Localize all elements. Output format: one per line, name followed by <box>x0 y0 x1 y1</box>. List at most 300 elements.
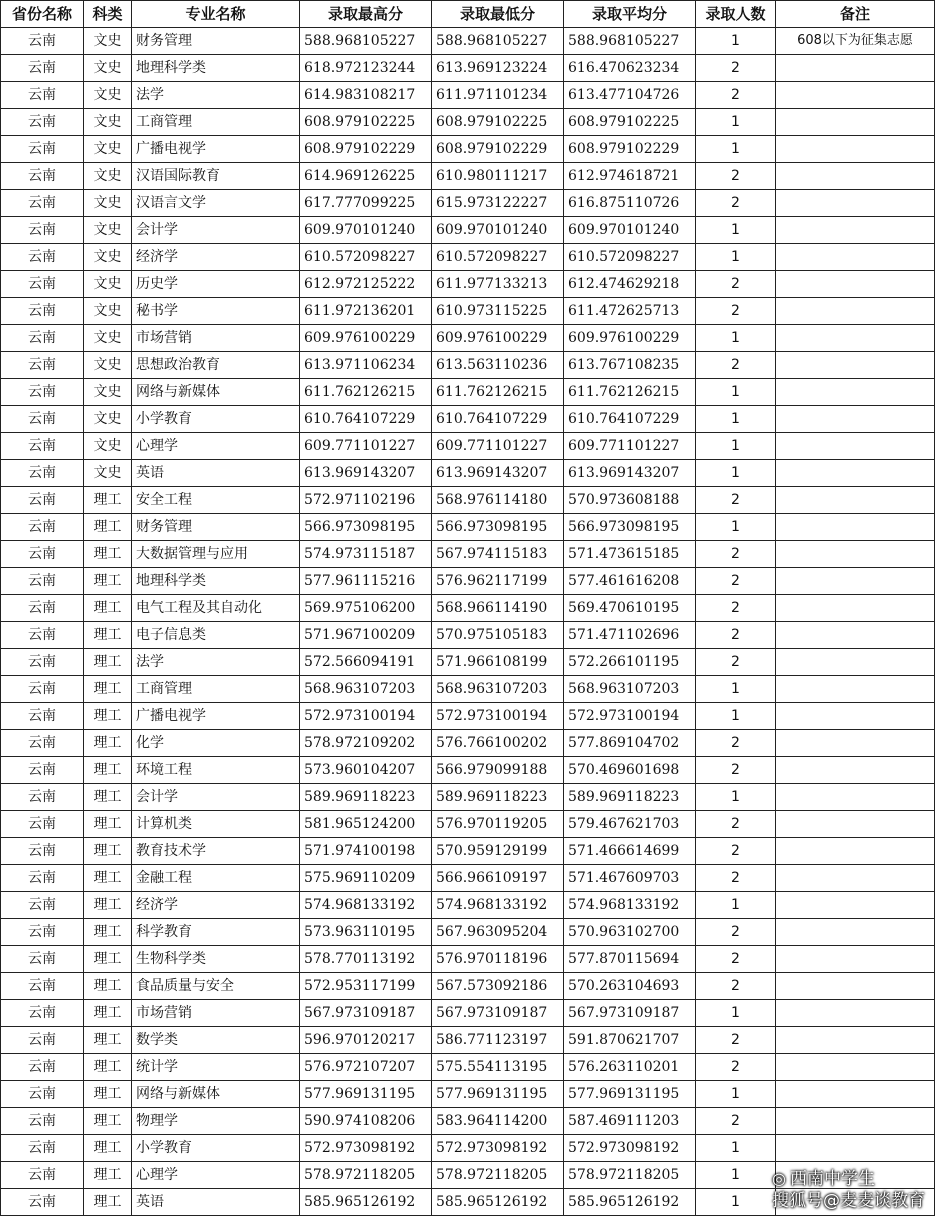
cell-province[interactable]: 云南 <box>1 811 84 838</box>
cell-province[interactable]: 云南 <box>1 703 84 730</box>
cell-category[interactable]: 理工 <box>84 541 132 568</box>
cell-avg-score[interactable]: 591.870621707 <box>564 1027 696 1054</box>
cell-province[interactable]: 云南 <box>1 1000 84 1027</box>
cell-note[interactable] <box>776 163 935 190</box>
cell-category[interactable]: 文史 <box>84 55 132 82</box>
cell-province[interactable]: 云南 <box>1 28 84 55</box>
cell-min-score[interactable]: 613.563110236 <box>432 352 564 379</box>
cell-min-score[interactable]: 574.968133192 <box>432 892 564 919</box>
cell-count[interactable]: 1 <box>696 1189 776 1216</box>
cell-category[interactable]: 文史 <box>84 379 132 406</box>
cell-province[interactable]: 云南 <box>1 919 84 946</box>
cell-major[interactable]: 化学 <box>132 730 300 757</box>
header-major[interactable]: 专业名称 <box>132 1 300 28</box>
cell-min-score[interactable]: 610.764107229 <box>432 406 564 433</box>
cell-major[interactable]: 英语 <box>132 460 300 487</box>
cell-province[interactable]: 云南 <box>1 514 84 541</box>
cell-count[interactable]: 2 <box>696 163 776 190</box>
cell-province[interactable]: 云南 <box>1 163 84 190</box>
cell-max-score[interactable]: 608.979102225 <box>300 109 432 136</box>
cell-avg-score[interactable]: 570.469601698 <box>564 757 696 784</box>
cell-province[interactable]: 云南 <box>1 838 84 865</box>
cell-min-score[interactable]: 572.973100194 <box>432 703 564 730</box>
cell-count[interactable]: 1 <box>696 379 776 406</box>
cell-max-score[interactable]: 596.970120217 <box>300 1027 432 1054</box>
cell-note[interactable] <box>776 1054 935 1081</box>
cell-avg-score[interactable]: 574.968133192 <box>564 892 696 919</box>
cell-major[interactable]: 生物科学类 <box>132 946 300 973</box>
cell-note[interactable] <box>776 109 935 136</box>
cell-note[interactable] <box>776 865 935 892</box>
cell-province[interactable]: 云南 <box>1 1054 84 1081</box>
cell-avg-score[interactable]: 613.767108235 <box>564 352 696 379</box>
cell-max-score[interactable]: 581.965124200 <box>300 811 432 838</box>
cell-province[interactable]: 云南 <box>1 460 84 487</box>
cell-max-score[interactable]: 585.965126192 <box>300 1189 432 1216</box>
cell-avg-score[interactable]: 609.976100229 <box>564 325 696 352</box>
cell-min-score[interactable]: 611.977133213 <box>432 271 564 298</box>
cell-max-score[interactable]: 609.771101227 <box>300 433 432 460</box>
cell-min-score[interactable]: 570.975105183 <box>432 622 564 649</box>
cell-category[interactable]: 理工 <box>84 622 132 649</box>
cell-count[interactable]: 2 <box>696 568 776 595</box>
cell-count[interactable]: 1 <box>696 244 776 271</box>
cell-avg-score[interactable]: 572.973098192 <box>564 1135 696 1162</box>
cell-major[interactable]: 心理学 <box>132 433 300 460</box>
cell-max-score[interactable]: 572.973100194 <box>300 703 432 730</box>
cell-min-score[interactable]: 568.966114190 <box>432 595 564 622</box>
header-category[interactable]: 科类 <box>84 1 132 28</box>
cell-min-score[interactable]: 577.969131195 <box>432 1081 564 1108</box>
cell-max-score[interactable]: 578.972109202 <box>300 730 432 757</box>
cell-major[interactable]: 网络与新媒体 <box>132 1081 300 1108</box>
cell-max-score[interactable]: 573.960104207 <box>300 757 432 784</box>
cell-note[interactable] <box>776 460 935 487</box>
cell-major[interactable]: 地理科学类 <box>132 568 300 595</box>
cell-avg-score[interactable]: 567.973109187 <box>564 1000 696 1027</box>
cell-count[interactable]: 2 <box>696 811 776 838</box>
cell-province[interactable]: 云南 <box>1 271 84 298</box>
cell-max-score[interactable]: 613.971106234 <box>300 352 432 379</box>
cell-max-score[interactable]: 589.969118223 <box>300 784 432 811</box>
cell-note[interactable]: 608以下为征集志愿 <box>776 28 935 55</box>
cell-major[interactable]: 计算机类 <box>132 811 300 838</box>
cell-category[interactable]: 文史 <box>84 217 132 244</box>
cell-province[interactable]: 云南 <box>1 109 84 136</box>
cell-avg-score[interactable]: 572.973100194 <box>564 703 696 730</box>
cell-province[interactable]: 云南 <box>1 55 84 82</box>
cell-province[interactable]: 云南 <box>1 973 84 1000</box>
cell-avg-score[interactable]: 609.771101227 <box>564 433 696 460</box>
cell-category[interactable]: 文史 <box>84 406 132 433</box>
cell-avg-score[interactable]: 579.467621703 <box>564 811 696 838</box>
cell-max-score[interactable]: 588.968105227 <box>300 28 432 55</box>
cell-major[interactable]: 食品质量与安全 <box>132 973 300 1000</box>
cell-category[interactable]: 文史 <box>84 82 132 109</box>
cell-count[interactable]: 1 <box>696 784 776 811</box>
cell-min-score[interactable]: 571.966108199 <box>432 649 564 676</box>
header-avg-score[interactable]: 录取平均分 <box>564 1 696 28</box>
cell-avg-score[interactable]: 571.473615185 <box>564 541 696 568</box>
cell-major[interactable]: 网络与新媒体 <box>132 379 300 406</box>
cell-avg-score[interactable]: 616.875110726 <box>564 190 696 217</box>
cell-avg-score[interactable]: 585.965126192 <box>564 1189 696 1216</box>
cell-province[interactable]: 云南 <box>1 433 84 460</box>
cell-province[interactable]: 云南 <box>1 352 84 379</box>
cell-min-score[interactable]: 567.974115183 <box>432 541 564 568</box>
cell-min-score[interactable]: 566.973098195 <box>432 514 564 541</box>
cell-max-score[interactable]: 610.572098227 <box>300 244 432 271</box>
cell-avg-score[interactable]: 577.870115694 <box>564 946 696 973</box>
cell-count[interactable]: 2 <box>696 919 776 946</box>
cell-min-score[interactable]: 576.962117199 <box>432 568 564 595</box>
cell-note[interactable] <box>776 325 935 352</box>
cell-note[interactable] <box>776 433 935 460</box>
cell-max-score[interactable]: 568.963107203 <box>300 676 432 703</box>
cell-major[interactable]: 电气工程及其自动化 <box>132 595 300 622</box>
cell-province[interactable]: 云南 <box>1 1135 84 1162</box>
cell-province[interactable]: 云南 <box>1 946 84 973</box>
cell-category[interactable]: 文史 <box>84 325 132 352</box>
cell-category[interactable]: 文史 <box>84 244 132 271</box>
cell-major[interactable]: 会计学 <box>132 217 300 244</box>
cell-category[interactable]: 理工 <box>84 595 132 622</box>
cell-province[interactable]: 云南 <box>1 217 84 244</box>
cell-province[interactable]: 云南 <box>1 730 84 757</box>
cell-count[interactable]: 1 <box>696 325 776 352</box>
cell-avg-score[interactable]: 613.477104726 <box>564 82 696 109</box>
cell-avg-score[interactable]: 577.461616208 <box>564 568 696 595</box>
cell-category[interactable]: 理工 <box>84 1189 132 1216</box>
cell-major[interactable]: 市场营销 <box>132 1000 300 1027</box>
cell-major[interactable]: 小学教育 <box>132 406 300 433</box>
cell-major[interactable]: 电子信息类 <box>132 622 300 649</box>
cell-max-score[interactable]: 577.969131195 <box>300 1081 432 1108</box>
cell-avg-score[interactable]: 569.470610195 <box>564 595 696 622</box>
cell-major[interactable]: 工商管理 <box>132 109 300 136</box>
cell-note[interactable] <box>776 649 935 676</box>
cell-min-score[interactable]: 586.771123197 <box>432 1027 564 1054</box>
cell-province[interactable]: 云南 <box>1 757 84 784</box>
cell-province[interactable]: 云南 <box>1 136 84 163</box>
cell-note[interactable] <box>776 811 935 838</box>
cell-max-score[interactable]: 574.968133192 <box>300 892 432 919</box>
cell-note[interactable] <box>776 1027 935 1054</box>
cell-count[interactable]: 2 <box>696 946 776 973</box>
cell-major[interactable]: 安全工程 <box>132 487 300 514</box>
cell-note[interactable] <box>776 82 935 109</box>
cell-note[interactable] <box>776 190 935 217</box>
cell-avg-score[interactable]: 610.572098227 <box>564 244 696 271</box>
cell-avg-score[interactable]: 611.762126215 <box>564 379 696 406</box>
cell-count[interactable]: 2 <box>696 271 776 298</box>
cell-count[interactable]: 1 <box>696 514 776 541</box>
cell-province[interactable]: 云南 <box>1 244 84 271</box>
cell-min-score[interactable]: 566.966109197 <box>432 865 564 892</box>
cell-category[interactable]: 理工 <box>84 946 132 973</box>
cell-note[interactable] <box>776 406 935 433</box>
cell-category[interactable]: 文史 <box>84 163 132 190</box>
cell-max-score[interactable]: 611.762126215 <box>300 379 432 406</box>
cell-major[interactable]: 小学教育 <box>132 1135 300 1162</box>
cell-note[interactable] <box>776 1081 935 1108</box>
cell-note[interactable] <box>776 541 935 568</box>
cell-max-score[interactable]: 618.972123244 <box>300 55 432 82</box>
cell-category[interactable]: 理工 <box>84 1162 132 1189</box>
cell-major[interactable]: 经济学 <box>132 244 300 271</box>
cell-province[interactable]: 云南 <box>1 1108 84 1135</box>
cell-category[interactable]: 文史 <box>84 352 132 379</box>
cell-max-score[interactable]: 578.972118205 <box>300 1162 432 1189</box>
cell-note[interactable] <box>776 703 935 730</box>
cell-note[interactable] <box>776 379 935 406</box>
cell-count[interactable]: 1 <box>696 1000 776 1027</box>
cell-province[interactable]: 云南 <box>1 892 84 919</box>
cell-avg-score[interactable]: 610.764107229 <box>564 406 696 433</box>
cell-min-score[interactable]: 583.964114200 <box>432 1108 564 1135</box>
header-province[interactable]: 省份名称 <box>1 1 84 28</box>
cell-province[interactable]: 云南 <box>1 1027 84 1054</box>
cell-note[interactable] <box>776 55 935 82</box>
cell-min-score[interactable]: 610.980111217 <box>432 163 564 190</box>
cell-category[interactable]: 理工 <box>84 1027 132 1054</box>
cell-note[interactable] <box>776 973 935 1000</box>
cell-avg-score[interactable]: 571.471102696 <box>564 622 696 649</box>
cell-category[interactable]: 文史 <box>84 460 132 487</box>
cell-count[interactable]: 1 <box>696 676 776 703</box>
cell-avg-score[interactable]: 609.970101240 <box>564 217 696 244</box>
cell-count[interactable]: 1 <box>696 1135 776 1162</box>
cell-count[interactable]: 1 <box>696 136 776 163</box>
cell-count[interactable]: 2 <box>696 973 776 1000</box>
cell-avg-score[interactable]: 571.467609703 <box>564 865 696 892</box>
cell-count[interactable]: 2 <box>696 595 776 622</box>
cell-major[interactable]: 广播电视学 <box>132 703 300 730</box>
cell-province[interactable]: 云南 <box>1 1189 84 1216</box>
cell-major[interactable]: 汉语言文学 <box>132 190 300 217</box>
cell-min-score[interactable]: 578.972118205 <box>432 1162 564 1189</box>
cell-count[interactable]: 1 <box>696 406 776 433</box>
cell-note[interactable] <box>776 838 935 865</box>
cell-category[interactable]: 文史 <box>84 109 132 136</box>
cell-note[interactable] <box>776 919 935 946</box>
cell-note[interactable] <box>776 514 935 541</box>
cell-category[interactable]: 理工 <box>84 811 132 838</box>
cell-max-score[interactable]: 572.971102196 <box>300 487 432 514</box>
cell-major[interactable]: 金融工程 <box>132 865 300 892</box>
cell-max-score[interactable]: 569.975106200 <box>300 595 432 622</box>
cell-major[interactable]: 数学类 <box>132 1027 300 1054</box>
cell-note[interactable] <box>776 784 935 811</box>
cell-count[interactable]: 1 <box>696 433 776 460</box>
cell-province[interactable]: 云南 <box>1 406 84 433</box>
cell-category[interactable]: 理工 <box>84 649 132 676</box>
header-max-score[interactable]: 录取最高分 <box>300 1 432 28</box>
cell-province[interactable]: 云南 <box>1 1162 84 1189</box>
cell-avg-score[interactable]: 611.472625713 <box>564 298 696 325</box>
cell-min-score[interactable]: 576.970118196 <box>432 946 564 973</box>
cell-avg-score[interactable]: 568.963107203 <box>564 676 696 703</box>
cell-min-score[interactable]: 611.762126215 <box>432 379 564 406</box>
cell-province[interactable]: 云南 <box>1 568 84 595</box>
cell-min-score[interactable]: 609.976100229 <box>432 325 564 352</box>
cell-category[interactable]: 理工 <box>84 784 132 811</box>
cell-category[interactable]: 理工 <box>84 487 132 514</box>
cell-max-score[interactable]: 578.770113192 <box>300 946 432 973</box>
cell-note[interactable] <box>776 568 935 595</box>
cell-min-score[interactable]: 609.970101240 <box>432 217 564 244</box>
cell-max-score[interactable]: 566.973098195 <box>300 514 432 541</box>
cell-count[interactable]: 1 <box>696 109 776 136</box>
cell-major[interactable]: 思想政治教育 <box>132 352 300 379</box>
cell-count[interactable]: 2 <box>696 55 776 82</box>
cell-province[interactable]: 云南 <box>1 82 84 109</box>
cell-min-score[interactable]: 567.963095204 <box>432 919 564 946</box>
cell-major[interactable]: 统计学 <box>132 1054 300 1081</box>
cell-min-score[interactable]: 575.554113195 <box>432 1054 564 1081</box>
cell-major[interactable]: 广播电视学 <box>132 136 300 163</box>
cell-category[interactable]: 理工 <box>84 865 132 892</box>
cell-max-score[interactable]: 614.969126225 <box>300 163 432 190</box>
cell-min-score[interactable]: 588.968105227 <box>432 28 564 55</box>
cell-major[interactable]: 历史学 <box>132 271 300 298</box>
cell-max-score[interactable]: 572.973098192 <box>300 1135 432 1162</box>
cell-min-score[interactable]: 567.573092186 <box>432 973 564 1000</box>
cell-avg-score[interactable]: 576.263110201 <box>564 1054 696 1081</box>
cell-avg-score[interactable]: 616.470623234 <box>564 55 696 82</box>
cell-count[interactable]: 2 <box>696 190 776 217</box>
cell-count[interactable]: 2 <box>696 82 776 109</box>
cell-major[interactable]: 财务管理 <box>132 514 300 541</box>
cell-count[interactable]: 1 <box>696 217 776 244</box>
cell-province[interactable]: 云南 <box>1 190 84 217</box>
cell-max-score[interactable]: 609.976100229 <box>300 325 432 352</box>
cell-min-score[interactable]: 608.979102225 <box>432 109 564 136</box>
cell-major[interactable]: 法学 <box>132 649 300 676</box>
cell-min-score[interactable]: 570.959129199 <box>432 838 564 865</box>
cell-avg-score[interactable]: 612.974618721 <box>564 163 696 190</box>
cell-major[interactable]: 工商管理 <box>132 676 300 703</box>
cell-note[interactable] <box>776 298 935 325</box>
cell-category[interactable]: 理工 <box>84 838 132 865</box>
cell-category[interactable]: 理工 <box>84 919 132 946</box>
cell-avg-score[interactable]: 566.973098195 <box>564 514 696 541</box>
cell-max-score[interactable]: 576.972107207 <box>300 1054 432 1081</box>
cell-avg-score[interactable]: 578.972118205 <box>564 1162 696 1189</box>
cell-province[interactable]: 云南 <box>1 595 84 622</box>
cell-avg-score[interactable]: 608.979102229 <box>564 136 696 163</box>
cell-province[interactable]: 云南 <box>1 379 84 406</box>
cell-min-score[interactable]: 566.979099188 <box>432 757 564 784</box>
cell-max-score[interactable]: 611.972136201 <box>300 298 432 325</box>
cell-major[interactable]: 英语 <box>132 1189 300 1216</box>
cell-max-score[interactable]: 572.953117199 <box>300 973 432 1000</box>
cell-max-score[interactable]: 608.979102229 <box>300 136 432 163</box>
cell-major[interactable]: 环境工程 <box>132 757 300 784</box>
cell-avg-score[interactable]: 589.969118223 <box>564 784 696 811</box>
cell-province[interactable]: 云南 <box>1 1081 84 1108</box>
cell-category[interactable]: 理工 <box>84 703 132 730</box>
cell-note[interactable] <box>776 487 935 514</box>
cell-max-score[interactable]: 577.961115216 <box>300 568 432 595</box>
cell-province[interactable]: 云南 <box>1 298 84 325</box>
cell-avg-score[interactable]: 577.969131195 <box>564 1081 696 1108</box>
cell-count[interactable]: 1 <box>696 1162 776 1189</box>
cell-avg-score[interactable]: 613.969143207 <box>564 460 696 487</box>
cell-count[interactable]: 2 <box>696 838 776 865</box>
cell-note[interactable] <box>776 595 935 622</box>
cell-count[interactable]: 1 <box>696 460 776 487</box>
cell-min-score[interactable]: 567.973109187 <box>432 1000 564 1027</box>
cell-note[interactable] <box>776 1108 935 1135</box>
cell-note[interactable] <box>776 136 935 163</box>
cell-major[interactable]: 市场营销 <box>132 325 300 352</box>
cell-avg-score[interactable]: 612.474629218 <box>564 271 696 298</box>
cell-category[interactable]: 理工 <box>84 1108 132 1135</box>
header-count[interactable]: 录取人数 <box>696 1 776 28</box>
cell-max-score[interactable]: 571.974100198 <box>300 838 432 865</box>
cell-category[interactable]: 文史 <box>84 298 132 325</box>
cell-count[interactable]: 2 <box>696 865 776 892</box>
cell-province[interactable]: 云南 <box>1 865 84 892</box>
cell-max-score[interactable]: 567.973109187 <box>300 1000 432 1027</box>
cell-category[interactable]: 理工 <box>84 514 132 541</box>
header-note[interactable]: 备注 <box>776 1 935 28</box>
cell-min-score[interactable]: 576.766100202 <box>432 730 564 757</box>
cell-category[interactable]: 理工 <box>84 892 132 919</box>
cell-category[interactable]: 理工 <box>84 1000 132 1027</box>
cell-min-score[interactable]: 610.973115225 <box>432 298 564 325</box>
cell-max-score[interactable]: 612.972125222 <box>300 271 432 298</box>
cell-avg-score[interactable]: 588.968105227 <box>564 28 696 55</box>
cell-max-score[interactable]: 575.969110209 <box>300 865 432 892</box>
cell-category[interactable]: 理工 <box>84 1081 132 1108</box>
cell-count[interactable]: 1 <box>696 703 776 730</box>
cell-max-score[interactable]: 572.566094191 <box>300 649 432 676</box>
cell-major[interactable]: 心理学 <box>132 1162 300 1189</box>
cell-min-score[interactable]: 576.970119205 <box>432 811 564 838</box>
cell-note[interactable] <box>776 244 935 271</box>
cell-category[interactable]: 理工 <box>84 676 132 703</box>
cell-count[interactable]: 2 <box>696 622 776 649</box>
cell-avg-score[interactable]: 577.869104702 <box>564 730 696 757</box>
cell-min-score[interactable]: 613.969123224 <box>432 55 564 82</box>
cell-avg-score[interactable]: 608.979102225 <box>564 109 696 136</box>
cell-note[interactable] <box>776 622 935 649</box>
header-min-score[interactable]: 录取最低分 <box>432 1 564 28</box>
cell-note[interactable] <box>776 730 935 757</box>
cell-min-score[interactable]: 613.969143207 <box>432 460 564 487</box>
cell-min-score[interactable]: 611.971101234 <box>432 82 564 109</box>
cell-avg-score[interactable]: 570.263104693 <box>564 973 696 1000</box>
cell-province[interactable]: 云南 <box>1 487 84 514</box>
cell-max-score[interactable]: 614.983108217 <box>300 82 432 109</box>
cell-count[interactable]: 2 <box>696 487 776 514</box>
cell-max-score[interactable]: 573.963110195 <box>300 919 432 946</box>
cell-count[interactable]: 2 <box>696 352 776 379</box>
cell-province[interactable]: 云南 <box>1 541 84 568</box>
cell-min-score[interactable]: 572.973098192 <box>432 1135 564 1162</box>
cell-province[interactable]: 云南 <box>1 676 84 703</box>
cell-major[interactable]: 财务管理 <box>132 28 300 55</box>
cell-major[interactable]: 法学 <box>132 82 300 109</box>
cell-category[interactable]: 文史 <box>84 28 132 55</box>
cell-avg-score[interactable]: 587.469111203 <box>564 1108 696 1135</box>
cell-avg-score[interactable]: 570.973608188 <box>564 487 696 514</box>
cell-major[interactable]: 科学教育 <box>132 919 300 946</box>
cell-max-score[interactable]: 574.973115187 <box>300 541 432 568</box>
cell-category[interactable]: 文史 <box>84 271 132 298</box>
